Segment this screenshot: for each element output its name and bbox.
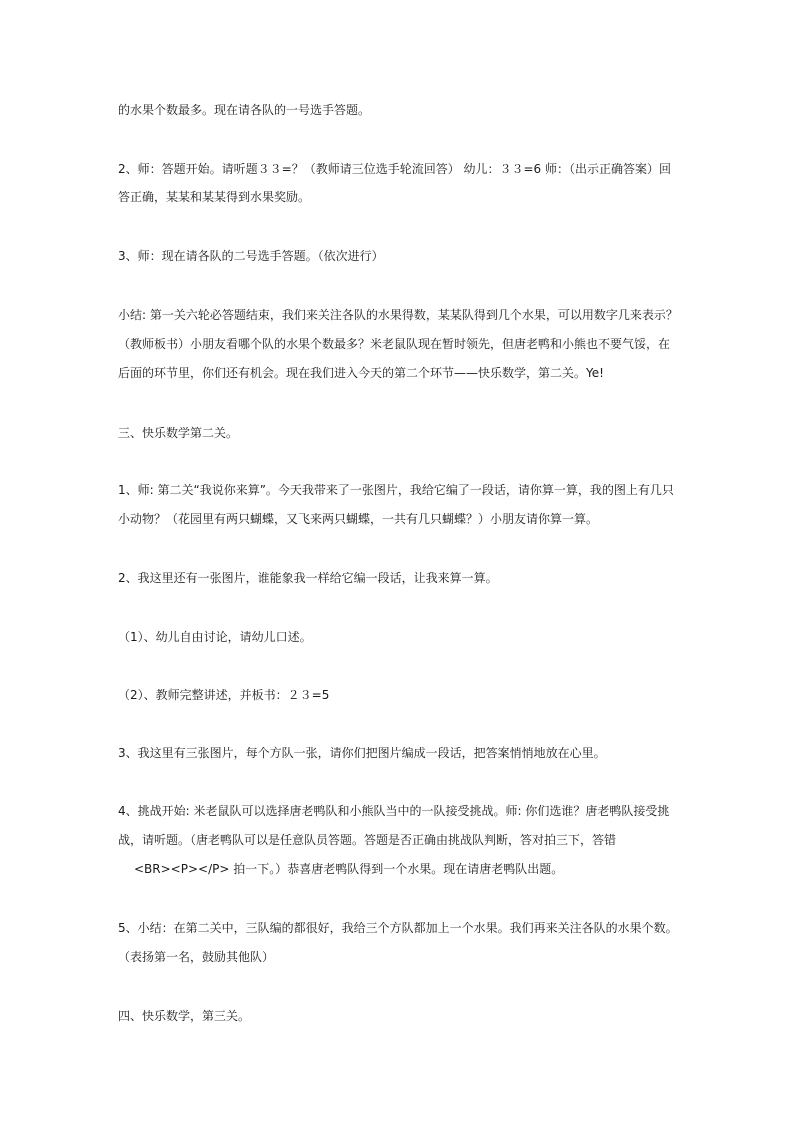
text-line: 2、师：答题开始。请听题３３=？（教师请三位选手轮流回答） 幼儿：３３=6 师：（出示正确答案）回 (118, 162, 672, 176)
text-line: 2、我这里还有一张图片，谁能象我一样给它编一段话，让我来算一算。 (118, 571, 498, 585)
text-line: 小动物？（花园里有两只蝴蝶，又飞来两只蝴蝶，一共有几只蝴蝶？）小朋友请你算一算。 (118, 512, 599, 526)
text-line: （教师板书）小朋友看哪个队的水果个数最多？米老鼠队现在暂时领先，但唐老鸭和小熊也不要气馁，在 (118, 337, 671, 351)
section-heading: 三、快乐数学第二关。 (118, 426, 239, 440)
text-line: <BR><P></P> 拍一下。）恭喜唐老鸭队得到一个水果。现在请唐老鸭队出题。 (134, 862, 564, 876)
text-line: 答正确，某某和某某得到水果奖励。 (118, 190, 311, 204)
text-line: 3、我这里有三张图片，每个方队一张，请你们把图片编成一段话，把答案悄悄地放在心里。 (118, 746, 606, 760)
text-line: （1）、幼儿自由讨论，请幼儿口述。 (118, 630, 312, 644)
text-line: 4、挑战开始: 米老鼠队可以选择唐老鸭队和小熊队当中的一队接受挑战。师: 你们选谁？唐老鸭队接受挑 (118, 804, 670, 818)
text-line: 后面的环节里，你们还有机会。现在我们进入今天的第二个环节——快乐数学，第二关。Ye! (118, 366, 604, 380)
text-line: 战，请听题。（唐老鸭队可以是任意队员答题。答题是否正确由挑战队判断，答对拍三下，答错 (118, 833, 617, 847)
text-line: （2）、教师完整讲述，并板书：２３=5 (118, 688, 330, 702)
text-line: （表扬第一名，鼓励其他队） (118, 950, 275, 964)
text-line: 的水果个数最多。现在请各队的一号选手答题。 (118, 103, 371, 117)
text-line: 3、师：现在请各队的二号选手答题。（依次进行） (118, 249, 384, 263)
text-line: 小结: 第一关六轮必答题结束，我们来关注各队的水果得数，某某队得到几个水果，可以用数字几来表示？ (118, 308, 678, 322)
text-line: 1、师: 第二关“我说你来算”。今天我带来了一张图片，我给它编了一段话，请你算一算，我的图上有几只 (118, 483, 674, 497)
text-line: 5、小结：在第二关中，三队编的都很好，我给三个方队都加上一个水果。我们再来关注各队的水果个数。 (118, 921, 678, 935)
section-heading: 四、快乐数学，第三关。 (118, 1009, 251, 1023)
